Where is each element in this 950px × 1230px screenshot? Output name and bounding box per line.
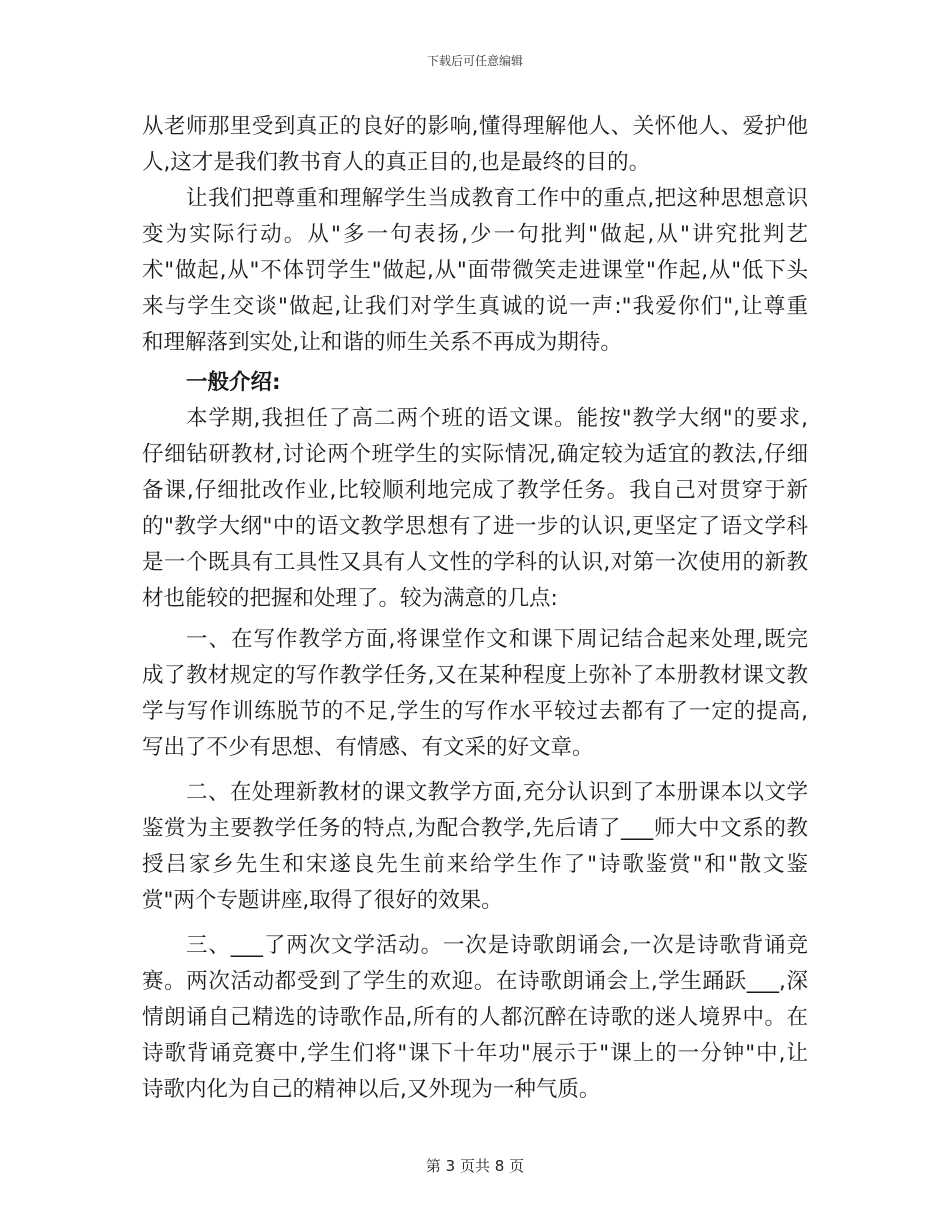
text-line: 让我们把尊重和理解学生当成教育工作中的重点,把这种思想意识 xyxy=(186,186,808,211)
text-line: 鉴赏为主要教学任务的特点,为配合教学,先后请了___师大中文系的教 xyxy=(142,816,808,841)
text-line: 和理解落到实处,让和谐的师生关系不再成为期待。 xyxy=(142,330,622,355)
section-heading: 一般介绍: xyxy=(186,370,281,395)
text-line: 三、___了两次文学活动。一次是诗歌朗诵会,一次是诗歌背诵竞 xyxy=(186,933,808,958)
text-line: 诗歌背诵竞赛中,学生们将"课下十年功"展示于"课上的一分钟"中,让 xyxy=(142,1041,808,1066)
text-line: 备课,仔细批改作业,比较顺利地完成了教学任务。我自己对贯穿于新 xyxy=(142,478,808,503)
text-line: 仔细钻研教材,讨论两个班学生的实际情况,确定较为适宜的教法,仔细 xyxy=(142,442,808,467)
text-line: 赏"两个专题讲座,取得了很好的效果。 xyxy=(142,888,503,913)
text-line: 从老师那里受到真正的良好的影响,懂得理解他人、关怀他人、爱护他 xyxy=(142,114,808,139)
text-line: 本学期,我担任了高二两个班的语文课。能按"教学大纲"的要求, xyxy=(186,406,808,431)
text-line: 来与学生交谈"做起,让我们对学生真诚的说一声:"我爱你们",让尊重 xyxy=(142,294,808,319)
text-line: 材也能较的把握和处理了。较为满意的几点: xyxy=(142,586,558,611)
page-header: 下载后可任意编辑 xyxy=(426,54,523,68)
text-line: 变为实际行动。从"多一句表扬,少一句批判"做起,从"讲究批判艺 xyxy=(142,222,808,247)
text-line: 情朗诵自己精选的诗歌作品,所有的人都沉醉在诗歌的迷人境界中。在 xyxy=(142,1005,808,1030)
text-line: 一、在写作教学方面,将课堂作文和课下周记结合起来处理,既完 xyxy=(186,627,808,652)
page-footer: 第 3 页共 8 页 xyxy=(425,1157,525,1175)
text-line: 学与写作训练脱节的不足,学生的写作水平较过去都有了一定的提高, xyxy=(142,699,808,724)
text-line: 赛。两次活动都受到了学生的欢迎。在诗歌朗诵会上,学生踊跃___,深 xyxy=(142,969,808,994)
text-line: 写出了不少有思想、有情感、有文采的好文章。 xyxy=(142,735,594,760)
text-line: 术"做起,从"不体罚学生"做起,从"面带微笑走进课堂"作起,从"低下头 xyxy=(142,258,808,283)
text-line: 诗歌内化为自己的精神以后,又外现为一种气质。 xyxy=(142,1077,601,1102)
text-line: 的"教学大纲"中的语文教学思想有了进一步的认识,更坚定了语文学科 xyxy=(142,514,808,539)
text-line: 二、在处理新教材的课文教学方面,充分认识到了本册课本以文学 xyxy=(186,780,808,805)
text-line: 是一个既具有工具性又具有人文性的学科的认识,对第一次使用的新教 xyxy=(142,550,808,575)
text-line: 人,这才是我们教书育人的真正目的,也是最终的目的。 xyxy=(142,150,651,175)
text-line: 授吕家乡先生和宋遂良先生前来给学生作了"诗歌鉴赏"和"散文鉴 xyxy=(142,852,808,877)
text-line: 成了教材规定的写作教学任务,又在某种程度上弥补了本册教材课文教 xyxy=(142,663,808,688)
